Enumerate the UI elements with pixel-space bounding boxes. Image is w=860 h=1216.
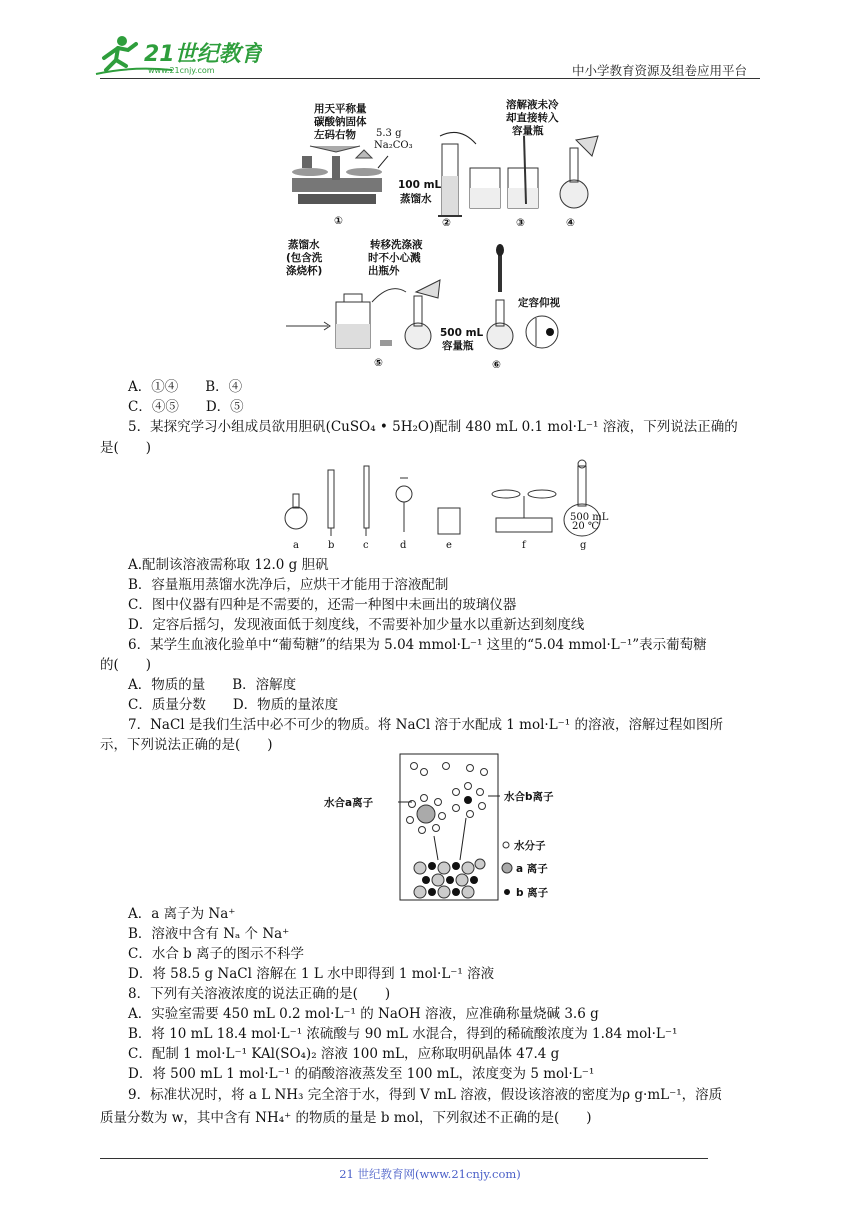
q8-option-c: C．配制 1 mol·L⁻¹ KAl(SO₄)₂ 溶液 100 mL，应称取明矾晶体 47.4 g [128,1046,560,1062]
svg-text:100 mL: 100 mL [398,179,442,191]
dissolution-figure [320,752,580,904]
dropper-flask-icon [487,244,513,349]
wash-bottle-icon [336,294,370,348]
q8-stem: 8．下列有关溶液浓度的说法正确的是( ) [128,986,391,1002]
stirring-beaker-icon [508,136,538,208]
hydrated-a-ion-icon [407,795,446,834]
beaker-e-icon [438,508,460,534]
svg-text:f: f [522,540,526,551]
q6-stem-cont: 的( ) [100,657,152,673]
header-divider [100,78,760,79]
svg-text:c: c [363,540,369,551]
q9-stem-cont: 质量分数为 w，其中含有 NH₄⁺ 的物质的量是 b mol，下列叙述不正确的是( ) [100,1110,592,1126]
svg-text:溶解液未冷: 溶解液未冷 [506,99,559,111]
q7-option-d: D．将 58.5 g NaCl 溶解在 1 L 水中即得到 1 mol·L⁻¹ 溶液 [128,966,495,982]
separatory-funnel-icon [396,478,412,532]
q4-options-row2: C．④⑤ D．⑤ [128,399,244,415]
svg-text:却直接转入: 却直接转入 [506,112,559,124]
round-flask-icon [285,494,307,529]
volumetric-flask-icon [560,136,598,208]
svg-text:④: ④ [566,217,575,229]
svg-text:蒸馏水: 蒸馏水 [400,193,432,205]
svg-text:20 ℃: 20 ℃ [572,521,600,532]
q5-option-b: B．容量瓶用蒸馏水洗净后，应烘干才能用于溶液配制 [128,577,449,593]
svg-text:(包含洗: (包含洗 [286,252,323,264]
svg-text:水分子: 水分子 [514,840,546,852]
svg-text:碳酸钠固体: 碳酸钠固体 [314,116,367,128]
q6-options-row2: C．质量分数 D．物质的量浓度 [128,697,339,713]
svg-text:蒸馏水: 蒸馏水 [288,239,320,251]
footer-divider [100,1158,708,1159]
eye-view-icon [526,316,558,348]
svg-text:涤烧杯): 涤烧杯) [286,265,323,277]
q5-option-c: C．图中仪器有四种是不需要的，还需一种图中未画出的玻璃仪器 [128,597,517,613]
svg-text:e: e [446,540,452,551]
burette-icon [328,470,334,536]
q6-options-row1: A．物质的量 B．溶解度 [128,677,297,693]
q9-stem: 9．标准状况时，将 a L NH₃ 完全溶于水，得到 V mL 溶液，假设该溶液的密度为ρ g·mL⁻¹，溶质 [128,1087,723,1103]
svg-text:⑤: ⑤ [374,357,383,369]
q6-stem: 6．某学生血液化验单中“葡萄糖”的结果为 5.04 mmol·L⁻¹ 这里的“5.04 mmol·L⁻¹”表示葡萄糖 [128,637,707,653]
svg-text:g: g [580,540,587,551]
site-logo [92,30,262,78]
svg-text:左码右物: 左码右物 [314,129,356,141]
svg-text:水合a离子: 水合a离子 [324,797,374,809]
q8-option-b: B．将 10 mL 18.4 mol·L⁻¹ 浓硫酸与 90 mL 水混合，得到的稀硫酸浓度为 1.84 mol·L⁻¹ [128,1026,678,1042]
svg-text:容量瓶: 容量瓶 [512,125,544,137]
svg-text:用天平称量: 用天平称量 [314,103,367,115]
svg-text:②: ② [442,217,451,229]
q5-stem-cont: 是( ) [100,440,152,456]
svg-text:③: ③ [516,217,525,229]
svg-text:a: a [293,540,299,551]
logo-text: 21世纪教育 [144,42,262,67]
svg-text:⑥: ⑥ [492,359,501,371]
experiment-figure [280,96,600,372]
header-platform-text: 中小学教育资源及组卷应用平台 [572,63,748,78]
q7-stem-cont: 示，下列说法正确的是( ) [100,737,273,753]
svg-text:a 离子: a 离子 [516,863,548,875]
q5-stem: 5．某探究学习小组成员欲用胆矾(CuSO₄ • 5H₂O)配制 480 mL 0.1 mol·L⁻¹ 溶液，下列说法正确的 [128,419,738,435]
q7-option-c: C．水合 b 离子的图示不科学 [128,946,305,962]
q8-option-a: A．实验室需要 450 mL 0.2 mol·L⁻¹ 的 NaOH 溶液，应准确称量烧碱 3.6 g [128,1006,599,1022]
beaker-icon [470,168,500,208]
nacl-crystal-icon [414,859,485,898]
transfer-flask-icon [405,280,440,349]
svg-text:b: b [328,540,335,551]
svg-text:时不小心溅: 时不小心溅 [368,252,421,264]
svg-text:出瓶外: 出瓶外 [368,265,400,277]
svg-text:500 mL: 500 mL [440,327,484,339]
footer-link[interactable]: 21 世纪教育网(www.21cnjy.com) [339,1167,521,1181]
balance-f-icon [492,490,556,532]
apparatus-figure [280,456,610,552]
hydrated-b-ion-icon [453,783,486,818]
q7-option-a: A．a 离子为 Na⁺ [128,906,236,922]
svg-text:水合b离子: 水合b离子 [504,791,554,803]
svg-text:①: ① [334,215,343,227]
balance-icon [292,146,382,204]
svg-text:b 离子: b 离子 [516,887,549,899]
q7-option-b: B．溶液中含有 Nₐ 个 Na⁺ [128,926,290,942]
svg-text:5.3 g: 5.3 g [376,128,402,139]
logo-url: www.21cnjy.com [148,66,215,75]
svg-text:Na₂CO₃: Na₂CO₃ [374,140,413,151]
svg-text:d: d [400,540,407,551]
pipette-icon [364,466,369,536]
graduated-cylinder-icon [438,144,462,216]
svg-text:转移洗涤液: 转移洗涤液 [370,239,423,251]
q4-options-row1: A．①④ B．④ [128,379,243,395]
svg-text:容量瓶: 容量瓶 [442,340,474,352]
q5-option-a: A.配制该溶液需称取 12.0 g 胆矾 [128,557,329,573]
q5-option-d: D．定容后摇匀，发现液面低于刻度线，不需要补加少量水以重新达到刻度线 [128,617,585,633]
q7-stem: 7．NaCl 是我们生活中必不可少的物质。将 NaCl 溶于水配成 1 mol·L⁻¹ 的溶液，溶解过程如图所 [128,717,723,733]
svg-text:定容仰视: 定容仰视 [518,297,560,309]
svg-text:500 mL: 500 mL [570,512,609,523]
q8-option-d: D．将 500 mL 1 mol·L⁻¹ 的硝酸溶液蒸发至 100 mL，浓度变为 5 mol·L⁻¹ [128,1066,595,1082]
